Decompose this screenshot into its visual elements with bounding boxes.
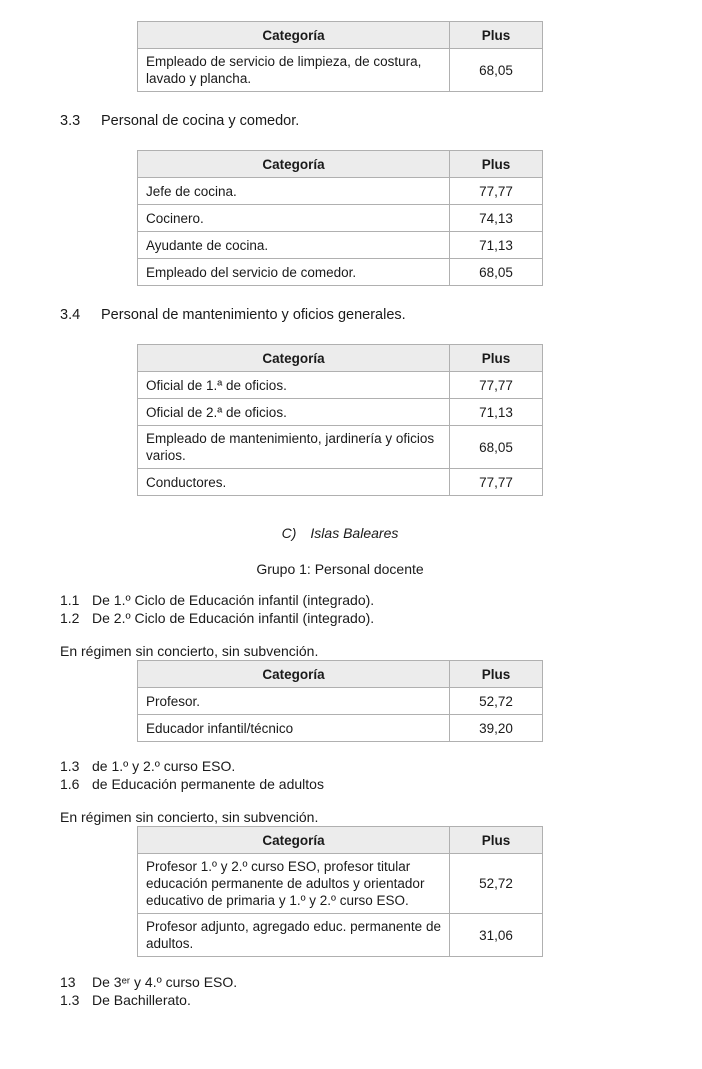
plus-cell: 68,05: [450, 49, 543, 92]
plus-cell: 39,20: [450, 715, 543, 742]
item-number: 1.2: [60, 609, 80, 626]
item-text: De 1.º Ciclo de Educación infantil (integrado).: [92, 592, 375, 608]
category-cell: Empleado de servicio de limpieza, de costura, lavado y plancha.: [138, 49, 450, 92]
plus-cell: 68,05: [450, 259, 543, 286]
section-title: Personal de mantenimiento y oficios generales.: [101, 307, 406, 323]
plus-header: Plus: [450, 661, 543, 688]
section-heading-3-3: [60, 112, 620, 130]
plus-header: Plus: [450, 22, 543, 49]
category-header: Categoría: [138, 345, 450, 372]
table-header-row: [138, 151, 543, 178]
plus-cell: 68,05: [450, 426, 543, 469]
category-cell: Conductores.: [138, 469, 450, 496]
item-text: De 3ᵉʳ y 4.º curso ESO.: [92, 974, 238, 990]
plus-cell: 77,77: [450, 469, 543, 496]
table-row: [138, 688, 543, 715]
plus-table-mantenimiento: [137, 344, 543, 496]
plus-cell: 52,72: [450, 688, 543, 715]
item-list-group2: [60, 758, 620, 793]
item-text: de Educación permanente de adultos: [92, 775, 324, 792]
category-cell: Empleado de mantenimiento, jardinería y oficios varios.: [138, 426, 450, 469]
item-number: 1.1: [60, 592, 80, 608]
region-heading: [60, 525, 620, 542]
category-cell: Oficial de 2.ª de oficios.: [138, 399, 450, 426]
category-header: Categoría: [138, 151, 450, 178]
category-cell: Cocinero.: [138, 205, 450, 232]
table-row: [138, 854, 543, 914]
plus-cell: 52,72: [450, 854, 543, 914]
group-heading: Grupo 1: Personal docente: [256, 561, 424, 577]
table-row: [138, 469, 543, 496]
list-item: [60, 758, 620, 776]
section-heading-3-4: [60, 306, 620, 324]
table-header-row: [138, 345, 543, 372]
table-row: [138, 715, 543, 742]
category-cell: Profesor.: [138, 688, 450, 715]
item-list-group3: [60, 974, 620, 1009]
table-header-row: [138, 661, 543, 688]
item-list-group1: [60, 592, 620, 627]
plus-header: Plus: [450, 827, 543, 854]
table-row: [138, 49, 543, 92]
item-number: 1.3: [60, 991, 80, 1008]
region-label: C): [281, 525, 297, 541]
list-item: [60, 776, 620, 794]
table-row: [138, 426, 543, 469]
category-cell: Educador infantil/técnico: [138, 715, 450, 742]
item-number: 1.3: [60, 758, 80, 774]
plus-table-docente-infantil: [137, 660, 543, 742]
plus-cell: 71,13: [450, 232, 543, 259]
list-item: [60, 974, 620, 992]
category-cell: Profesor 1.º y 2.º curso ESO, profesor titular educación permanente de adultos y orientador educativo de primaria y 1.º y 2.º curso ESO.: [138, 854, 450, 914]
table-row: [138, 205, 543, 232]
list-item: [60, 610, 620, 628]
item-number: 1.6: [60, 775, 80, 792]
table-row: [138, 259, 543, 286]
region-name: Islas Baleares: [310, 525, 399, 541]
category-cell: Profesor adjunto, agregado educ. permanente de adultos.: [138, 914, 450, 957]
list-item: [60, 992, 620, 1010]
plus-cell: 77,77: [450, 178, 543, 205]
section-title: Personal de cocina y comedor.: [101, 113, 300, 129]
category-cell: Jefe de cocina.: [138, 178, 450, 205]
list-item: [60, 592, 620, 610]
category-cell: Ayudante de cocina.: [138, 232, 450, 259]
category-cell: Empleado del servicio de comedor.: [138, 259, 450, 286]
section-number: 3.3: [60, 113, 81, 129]
table-row: [138, 914, 543, 957]
plus-cell: 77,77: [450, 372, 543, 399]
category-header: Categoría: [138, 827, 450, 854]
table-header-row: [138, 22, 543, 49]
plus-header: Plus: [450, 151, 543, 178]
table-row: [138, 232, 543, 259]
table-row: [138, 399, 543, 426]
plus-table-eso-adultos: [137, 826, 543, 957]
regimen-note: En régimen sin concierto, sin subvención.: [60, 809, 319, 825]
category-header: Categoría: [138, 661, 450, 688]
section-number: 3.4: [60, 307, 81, 323]
item-number: 13: [60, 974, 76, 990]
plus-table-cocina: [137, 150, 543, 286]
table-header-row: [138, 827, 543, 854]
item-text: De Bachillerato.: [92, 991, 191, 1008]
item-text: de 1.º y 2.º curso ESO.: [92, 758, 236, 774]
category-header: Categoría: [138, 22, 450, 49]
category-cell: Oficial de 1.ª de oficios.: [138, 372, 450, 399]
plus-cell: 31,06: [450, 914, 543, 957]
plus-cell: 71,13: [450, 399, 543, 426]
plus-cell: 74,13: [450, 205, 543, 232]
plus-table-limpieza: [137, 21, 543, 92]
item-text: De 2.º Ciclo de Educación infantil (integrado).: [92, 609, 375, 626]
regimen-note: En régimen sin concierto, sin subvención.: [60, 643, 319, 659]
table-row: [138, 178, 543, 205]
table-row: [138, 372, 543, 399]
plus-header: Plus: [450, 345, 543, 372]
